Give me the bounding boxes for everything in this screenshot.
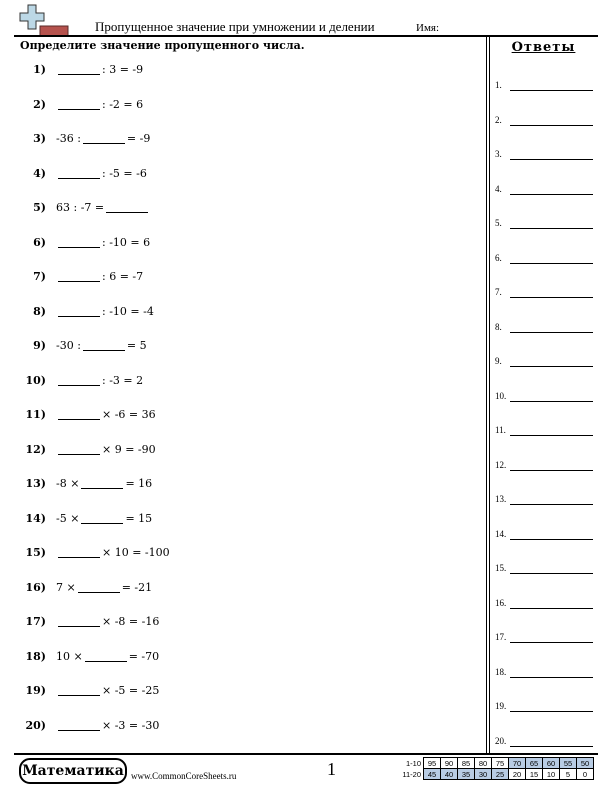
problem-row: [20, 615, 159, 628]
problem-text-before: -30 :: [56, 339, 81, 352]
answer-line[interactable]: [510, 504, 593, 505]
score-cell: 60: [543, 758, 560, 769]
score-cell: 20: [509, 769, 526, 780]
problem-text-after: : -3 = 2: [102, 373, 144, 387]
answer-label: 2.: [495, 114, 502, 125]
answers-title: Ответы: [511, 40, 576, 55]
problem-row: [20, 684, 159, 697]
answer-label: 15.: [495, 563, 507, 573]
problem-text-after: : -10 = -4: [102, 304, 154, 318]
score-cell: 90: [441, 758, 458, 769]
problem-text-after: × 9 = -90: [102, 442, 156, 456]
score-row-label: 1-10: [405, 758, 421, 768]
answer-line[interactable]: [510, 746, 593, 747]
problem-number: 8): [33, 304, 46, 318]
problem-text-after: : 6 = -7: [102, 270, 144, 283]
score-row: [397, 758, 594, 769]
problem-number: 19): [25, 684, 46, 697]
score-cell: 0: [577, 769, 594, 780]
problem-text-after: = 16: [125, 477, 153, 490]
problem-row: [20, 374, 143, 387]
instructions: Определите значение пропущенного числа.: [20, 39, 305, 52]
problem-number: 20): [25, 718, 46, 732]
problem-number: 5): [33, 201, 46, 214]
problem-row: [20, 512, 152, 525]
answer-line[interactable]: [510, 90, 593, 91]
score-cell: 5: [560, 769, 577, 780]
problem-number: 13): [25, 477, 46, 490]
problem-number: 9): [33, 339, 46, 352]
problem-row: [20, 443, 156, 456]
worksheet-title: Пропущенное значение при умножении и делении: [95, 19, 375, 34]
score-cell: 55: [560, 758, 577, 769]
score-cell: 35: [458, 769, 475, 780]
answer-line[interactable]: [510, 263, 593, 264]
score-cell: 70: [509, 758, 526, 769]
problem-text-after: × -8 = -16: [102, 615, 160, 628]
score-row-label: 11-20: [402, 769, 421, 779]
answer-label: 12.: [495, 459, 507, 470]
answer-blank[interactable]: [58, 237, 100, 248]
answer-label: 5.: [495, 218, 502, 228]
score-cell: 95: [424, 758, 441, 769]
answer-blank[interactable]: [58, 64, 100, 75]
answer-line[interactable]: [510, 228, 593, 229]
answer-line[interactable]: [510, 677, 593, 678]
answer-label: 10.: [495, 390, 507, 401]
answer-blank[interactable]: [58, 409, 100, 420]
answer-label: 11.: [495, 425, 506, 435]
problem-number: 10): [25, 373, 46, 387]
problem-number: 11): [25, 408, 46, 421]
problem-text-after: × -6 = 36: [102, 408, 156, 421]
problem-row: [20, 305, 154, 318]
answer-blank[interactable]: [83, 133, 125, 144]
answer-blank[interactable]: [58, 547, 100, 558]
answer-label: 4.: [495, 183, 502, 194]
answer-line[interactable]: [510, 366, 593, 367]
score-cell: 50: [577, 758, 594, 769]
answer-line[interactable]: [510, 125, 593, 126]
answer-label: 1.: [495, 80, 502, 90]
answer-label: 19.: [495, 701, 507, 711]
problem-text-after: × 10 = -100: [102, 546, 170, 559]
problem-number: 2): [33, 97, 46, 111]
answer-blank[interactable]: [58, 168, 100, 179]
score-cell: 75: [492, 758, 509, 769]
answer-label: 3.: [495, 149, 502, 159]
answer-blank[interactable]: [58, 375, 100, 386]
problem-row: [20, 408, 156, 421]
problem-row: [20, 546, 170, 559]
answer-label: 13.: [495, 494, 507, 504]
problem-row: [20, 581, 152, 594]
problem-row: [20, 63, 143, 76]
problem-row: [20, 339, 147, 352]
answer-line[interactable]: [510, 297, 593, 298]
column-divider-left: [486, 37, 487, 753]
answer-blank[interactable]: [58, 271, 100, 282]
answer-line[interactable]: [510, 435, 593, 436]
problem-text-after: × -3 = -30: [102, 718, 160, 732]
answer-blank[interactable]: [58, 99, 100, 110]
problem-row: [20, 477, 152, 490]
score-cell: 15: [526, 769, 543, 780]
score-row: [397, 769, 594, 780]
answer-line[interactable]: [510, 159, 593, 160]
answer-line[interactable]: [510, 642, 593, 643]
answer-blank[interactable]: [85, 651, 127, 662]
score-cell: 65: [526, 758, 543, 769]
answer-label: 7.: [495, 287, 502, 297]
answer-blank[interactable]: [58, 685, 100, 696]
problem-text-after: = -21: [121, 580, 153, 594]
problem-row: [20, 719, 159, 732]
problem-text-after: = 15: [125, 511, 153, 525]
problem-number: 18): [25, 649, 46, 663]
problem-number: 1): [33, 63, 46, 76]
answer-blank[interactable]: [58, 306, 100, 317]
score-cell: 45: [424, 769, 441, 780]
problem-row: [20, 236, 150, 249]
answer-line[interactable]: [510, 608, 593, 609]
answer-label: 16.: [495, 597, 507, 608]
score-cell: 80: [475, 758, 492, 769]
site-url: www.CommonCoreSheets.ru: [131, 771, 237, 781]
answer-label: 14.: [495, 528, 507, 539]
score-cell: 10: [543, 769, 560, 780]
name-label: Имя:: [416, 22, 440, 34]
problem-number: 16): [25, 580, 46, 594]
subject-badge: Математика: [19, 758, 127, 784]
score-table: [397, 757, 594, 780]
problem-row: [20, 132, 150, 145]
problem-row: [20, 167, 147, 180]
problem-text-before: -36 :: [56, 132, 81, 145]
answer-line[interactable]: [510, 332, 593, 333]
answer-label: 6.: [495, 252, 502, 263]
column-divider-right: [489, 37, 490, 753]
answer-line[interactable]: [510, 539, 593, 540]
problem-row: [20, 98, 143, 111]
answer-blank[interactable]: [78, 582, 120, 593]
problem-text-before: 7 ×: [56, 580, 76, 594]
problem-number: 12): [25, 442, 46, 456]
problem-row: [20, 201, 150, 214]
answer-label: 20.: [495, 735, 507, 746]
problem-number: 15): [25, 546, 46, 559]
answer-blank[interactable]: [81, 513, 123, 524]
problem-row: [20, 650, 159, 663]
answer-label: 18.: [495, 666, 507, 677]
problem-text-before: 10 ×: [56, 649, 83, 663]
plus-logo-icon: [18, 4, 70, 38]
score-cell: 25: [492, 769, 509, 780]
problem-number: 17): [25, 615, 46, 628]
answer-blank[interactable]: [106, 202, 148, 213]
answer-line[interactable]: [510, 194, 593, 195]
score-cell: 30: [475, 769, 492, 780]
answer-blank[interactable]: [81, 478, 123, 489]
answer-label: 17.: [495, 632, 507, 642]
score-cell: 85: [458, 758, 475, 769]
problem-text-after: : -2 = 6: [102, 97, 144, 111]
answer-blank[interactable]: [83, 340, 125, 351]
problem-number: 3): [33, 132, 46, 145]
answer-blank[interactable]: [58, 444, 100, 455]
answer-line[interactable]: [510, 401, 593, 402]
problem-number: 6): [33, 235, 46, 249]
answer-blank[interactable]: [58, 720, 100, 731]
problem-number: 7): [33, 270, 46, 283]
answer-line[interactable]: [510, 470, 593, 471]
problem-text-after: = -70: [128, 649, 160, 663]
problem-text-after: × -5 = -25: [102, 684, 160, 697]
problem-text-before: 63 : -7 =: [56, 201, 105, 214]
answer-line[interactable]: [510, 711, 593, 712]
problem-text-before: -5 ×: [56, 511, 80, 525]
problem-text-before: -8 ×: [56, 477, 80, 490]
footer-divider: [14, 753, 598, 755]
answer-label: 9.: [495, 356, 502, 366]
problem-text-after: = -9: [126, 132, 151, 145]
score-cell: 40: [441, 769, 458, 780]
problem-text-after: : -5 = -6: [102, 166, 147, 180]
problem-text-after: : -10 = 6: [102, 235, 151, 249]
header-divider: [14, 35, 598, 37]
page-number: 1: [327, 759, 336, 779]
answer-label: 8.: [495, 321, 502, 332]
problem-number: 4): [33, 166, 46, 180]
problem-row: [20, 270, 143, 283]
problem-text-after: : 3 = -9: [102, 63, 144, 76]
problem-number: 14): [25, 511, 46, 525]
answer-line[interactable]: [510, 573, 593, 574]
problem-text-after: = 5: [126, 339, 147, 352]
answer-blank[interactable]: [58, 616, 100, 627]
